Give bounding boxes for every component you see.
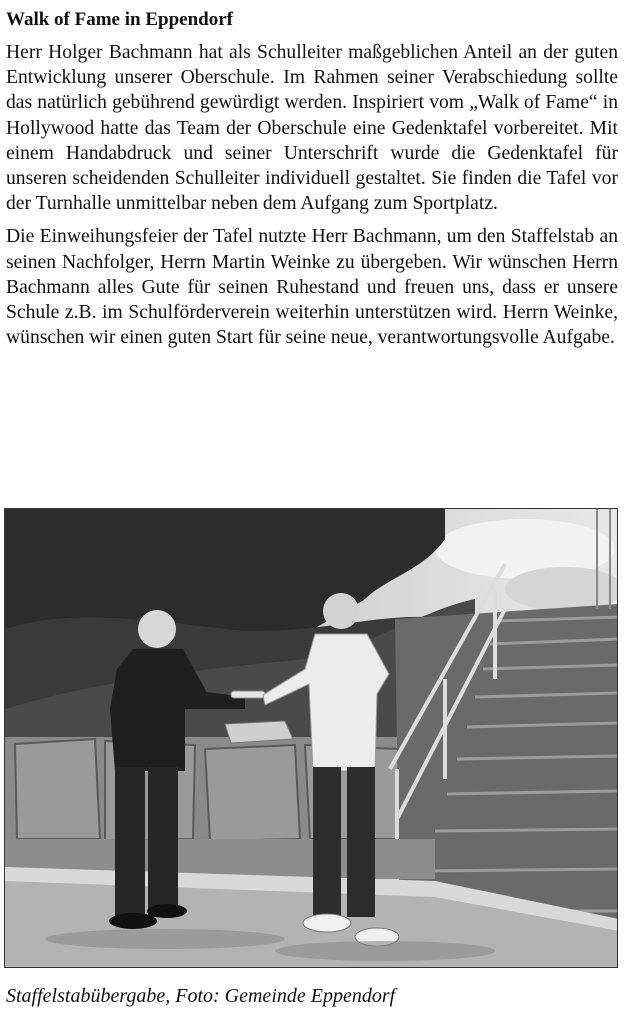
article-paragraph-1: Herr Holger Bachmann hat als Schulleiter maßgeblichen Anteil an der guten Entwicklung unserer Oberschule. Im Rahmen seiner Verabschiedung sollte das natürlich gebührend gewürdigt werden. Inspiriert vom „Walk of Fame“ in Hollywood hatte das Team der Oberschule eine Gedenktafel vorbereitet. Mit einem Handabdruck und seiner Unterschrift wurde die Gedenktafel für unseren scheidenden Schulleiter individuell gestaltet. Sie finden die Tafel vor der Turnhalle unmittelbar neben dem Aufgang zum Sportplatz. bbox=[6, 42, 618, 215]
stairs bbox=[395, 604, 618, 929]
article bbox=[6, 8, 618, 358]
article-photo bbox=[4, 508, 618, 968]
photo-illustration bbox=[5, 509, 618, 968]
photo-caption: Staffelstabübergabe, Foto: Gemeinde Eppendorf bbox=[6, 985, 396, 1007]
article-headline: Walk of Fame in Eppendorf bbox=[6, 9, 233, 30]
shadow bbox=[45, 929, 285, 949]
shadow bbox=[275, 941, 495, 961]
baton bbox=[231, 691, 265, 698]
memorial-plaque bbox=[225, 721, 293, 743]
article-paragraph-2: Die Einweihungsfeier der Tafel nutzte Herr Bachmann, um den Staffelstab an seinen Nachfolger, Herrn Martin Weinke zu übergeben. Wir wünschen Herrn Bachmann alles Gute für seinen Ruhestand und freuen uns, dass er unsere Schule z.B. im Schulförderverein weiterhin unterstützen wird. Herrn Weinke, wünschen wir einen guten Start für seine neue, verantwortungsvolle Aufgabe. bbox=[6, 226, 618, 349]
